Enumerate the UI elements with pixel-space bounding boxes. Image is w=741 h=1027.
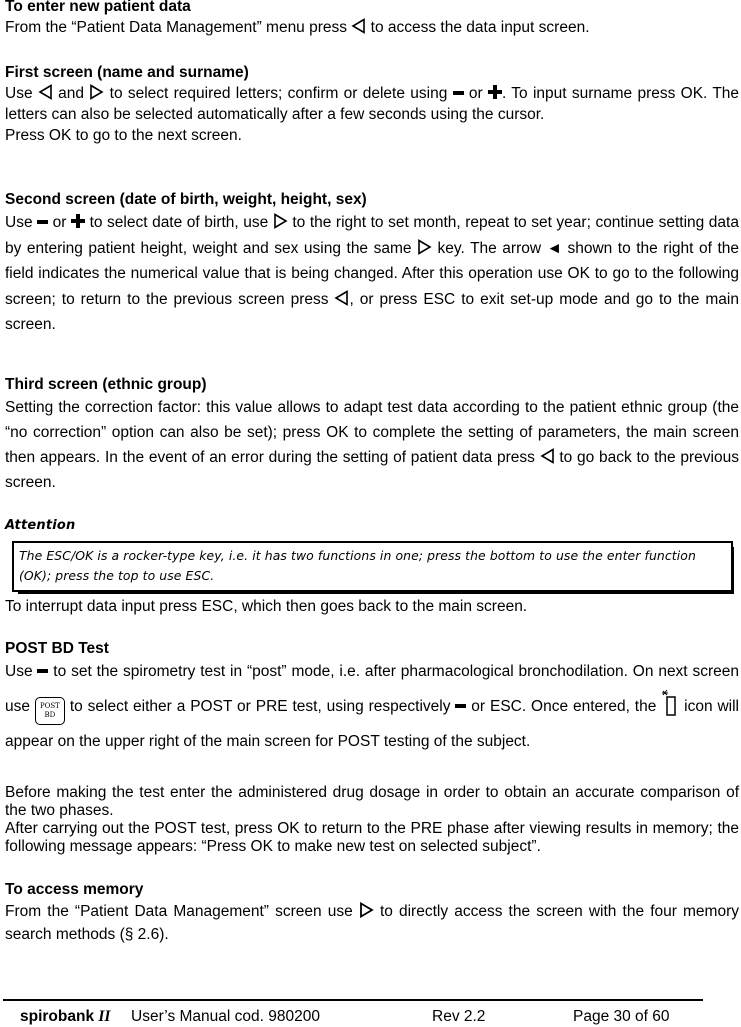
text: or: [52, 214, 67, 231]
text: to directly access the screen with the four memory search methods (§ 2.6).: [5, 903, 739, 943]
footer-page-number: Page 30 of 60: [573, 1008, 670, 1025]
section-title: First screen (name and surname): [5, 64, 249, 81]
text: or: [468, 85, 483, 102]
footer-revision: Rev 2.2: [432, 1008, 486, 1025]
text: icon will appear on the upper right of the main screen for POST testing of the subject.: [5, 698, 739, 750]
text: Setting the correction factor: this value allows to adapt test data according to the patient ethnic group (the “no correction” option can also be set); press OK to complete the setting of parameters, the main screen then appears. In the event of an error during the setting of patient data press: [5, 399, 739, 466]
text: or ESC. Once entered, the: [471, 698, 657, 715]
text: To interrupt data input press ESC, which then goes back to the main screen.: [5, 598, 528, 615]
section-title: Second screen (date of birth, weight, height, sex): [5, 191, 367, 208]
key-label: BD: [44, 711, 56, 719]
text: key. The arrow ◄ shown to the right of the field indicates the numerical value that is being changed. After this operation use OK to go to the following screen; to return to the previous screen press: [5, 239, 739, 308]
text: After carrying out the POST test, press OK to return to the PRE phase after viewing results in memory; the following message appears: “Press OK to make new test on selected subject”.: [5, 820, 739, 855]
text: Before making the test enter the administered drug dosage in order to obtain an accurate comparison of the two phases.: [5, 784, 739, 819]
left-arrow-icon: [334, 290, 349, 306]
section-title: Third screen (ethnic group): [5, 376, 207, 393]
right-arrow-icon: [417, 239, 432, 255]
attention-box: [12, 541, 733, 592]
text: to the right to set month, repeat to set year; continue setting data by entering patient height, weight and sex using the same: [5, 214, 739, 257]
post-bd-paragraphs: [5, 784, 739, 856]
text: to select required letters; confirm or delete using: [109, 85, 448, 102]
text: From the “Patient Data Management” menu press: [5, 19, 348, 36]
text: to select date of birth, use: [89, 214, 269, 231]
right-arrow-icon: [273, 213, 288, 229]
attention-after: [5, 596, 739, 617]
section-memory: [5, 879, 739, 946]
attention-heading: Attention: [5, 518, 76, 533]
brand-name: spirobank: [20, 1008, 95, 1025]
plus-icon: [488, 85, 502, 99]
post-test-icon: [661, 689, 679, 717]
text: Use: [5, 85, 33, 102]
section-new-patient: [5, 0, 739, 38]
footer-manual-code: User’s Manual cod. 980200: [131, 1008, 320, 1025]
text: . To input surname press OK. The letters can also be selected automatically after a few seconds using the cursor.: [5, 85, 740, 123]
text: , or press ESC to exit set-up mode and go to the main screen.: [5, 290, 739, 333]
minus-icon: [455, 704, 466, 708]
left-arrow-icon: [540, 448, 555, 464]
brand-suffix: II: [98, 1008, 111, 1025]
section-first-screen: [5, 62, 739, 146]
left-arrow-icon: [351, 18, 366, 34]
text: to set the spirometry test in “post” mode, i.e. after pharmacological bronchodilation. On next screen use: [5, 663, 739, 715]
minus-icon: [37, 220, 48, 224]
text: Use: [5, 214, 33, 231]
section-title: To access memory: [5, 881, 144, 898]
section-third-screen: [5, 374, 739, 495]
footer-rule: [3, 999, 703, 1001]
footer-brand: [20, 1006, 110, 1027]
plus-icon: [71, 214, 85, 228]
text: to access the data input screen.: [370, 19, 590, 36]
text: and: [58, 85, 85, 102]
text: Use: [5, 663, 33, 680]
section-post-bd: [5, 638, 739, 759]
key-label: POST: [39, 702, 60, 710]
post-bd-key-icon: [35, 697, 65, 725]
section-second-screen: [5, 189, 739, 338]
minus-icon: [37, 669, 48, 673]
text: to go back to the previous screen.: [5, 449, 739, 491]
section-title: To enter new patient data: [5, 0, 191, 15]
attention-title: [5, 514, 739, 536]
right-arrow-icon: [359, 902, 374, 918]
section-title: POST BD Test: [5, 640, 109, 657]
attention-text: The ESC/OK is a rocker-type key, i.e. it has two functions in one; press the bottom to use the enter function (OK); press the top to use ESC.: [19, 548, 696, 583]
text: From the “Patient Data Management” screen use: [5, 903, 353, 920]
minus-icon: [453, 91, 464, 95]
text: Press OK to go to the next screen.: [5, 127, 242, 144]
text: to select either a POST or PRE test, using respectively: [69, 698, 451, 715]
left-arrow-icon: [38, 84, 53, 100]
right-arrow-icon: [89, 84, 104, 100]
